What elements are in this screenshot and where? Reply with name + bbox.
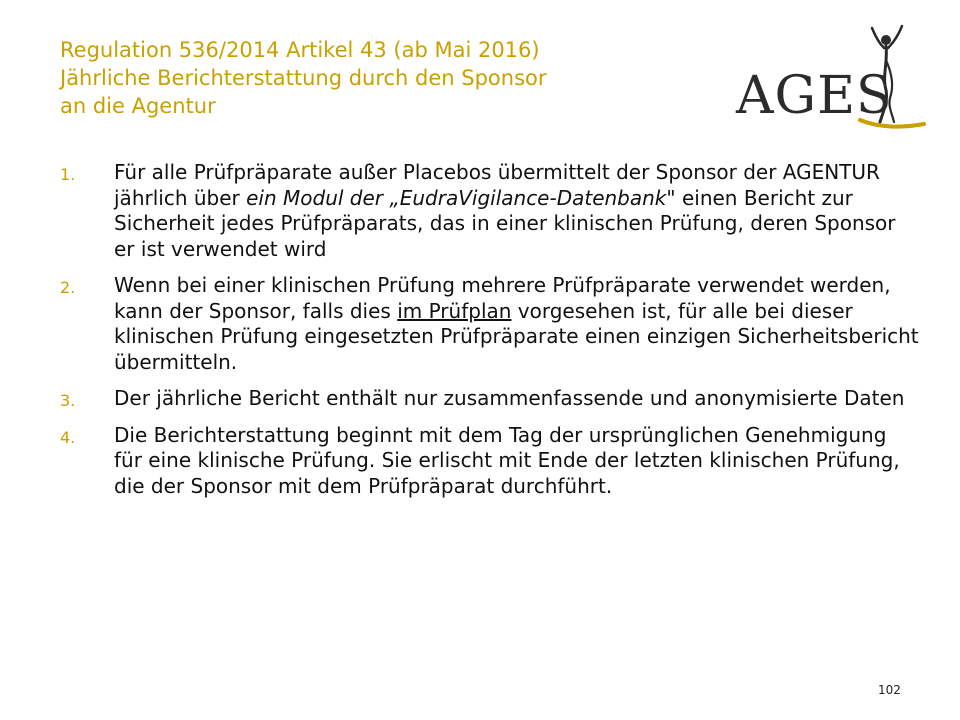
title-line-2: Jährliche Berichterstattung durch den Sponsor: [60, 66, 547, 90]
list-item-number: 4.: [60, 427, 76, 447]
list-item-text: Der jährliche Bericht enthält nur zusammenfassende und anonymisierte Daten: [114, 386, 905, 410]
list-item-text: [114, 273, 919, 374]
human-figure-icon: [858, 24, 928, 136]
list-item-text: Die Berichterstattung beginnt mit dem Tag der ursprünglichen Genehmigung für eine klinische Prüfung. Sie erlischt mit Ende der letzten klinischen Prüfung, die der Sponsor mit dem Prüfpräparat durchführt.: [114, 422, 900, 498]
list-item: [60, 386, 920, 412]
list-item: [60, 423, 920, 500]
list-item-number: 1.: [60, 165, 76, 184]
item-text-part: Wenn bei einer klinischen Prüfung mehrere Prüfpräparate verwendet werden, kann der Sponsor, falls dies: [114, 273, 891, 323]
title-line-1: Regulation 536/2014 Artikel 43 (ab Mai 2016): [60, 38, 540, 62]
logo-wordmark: AGES: [736, 66, 893, 126]
slide-title: [60, 36, 660, 120]
ages-logo: [736, 24, 936, 136]
item-text-italic: ein Modul der „EudraVigilance-Datenbank": [246, 185, 676, 210]
item-text-underlined: im Prüfplan: [397, 298, 512, 323]
numbered-list: [60, 160, 920, 510]
list-item: [60, 160, 920, 262]
list-item-number: 3.: [60, 391, 76, 410]
list-item-text: [114, 160, 896, 261]
list-item-number: 2.: [60, 278, 76, 297]
title-line-3: an die Agentur: [60, 94, 216, 118]
item-text-part: einen Bericht zur Sicherheit jedes Prüfpräparats, das in einer klinischen Prüfung, deren Sponsor er ist verwendet wird: [114, 185, 896, 261]
list-item: [60, 273, 920, 375]
page-number: 102: [878, 683, 901, 697]
item-text-part: Für alle Prüfpräparate außer Placebos übermittelt der Sponsor der AGENTUR jährlich über: [114, 160, 880, 210]
item-text-part: vorgesehen ist, für alle bei dieser klinischen Prüfung eingesetzten Prüfpräparate einen einzigen Sicherheitsbericht übermitteln.: [114, 298, 919, 374]
